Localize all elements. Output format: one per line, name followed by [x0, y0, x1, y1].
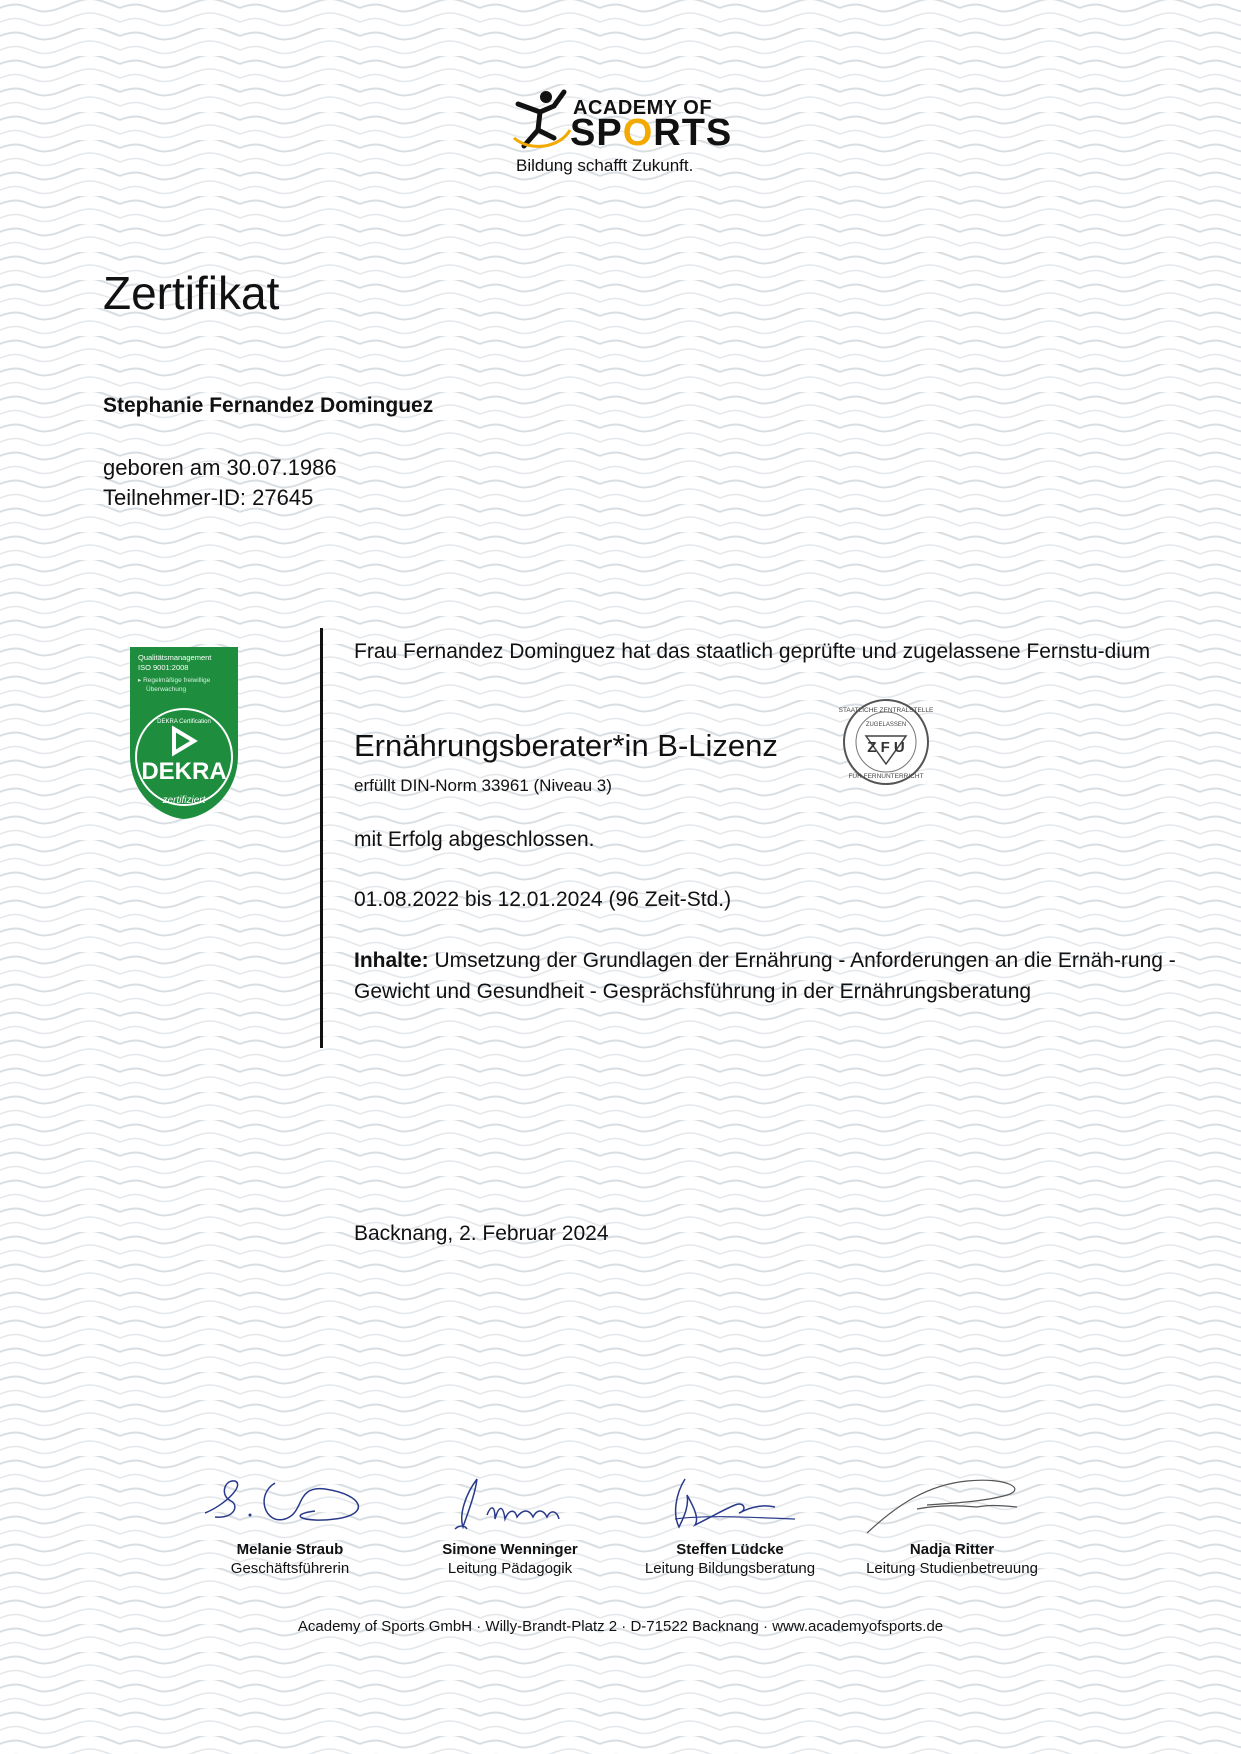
zfu-ring-top: STAATLICHE ZENTRALSTELLE — [838, 707, 934, 714]
signature-block-1 — [190, 1475, 390, 1577]
logo-text-line1: ACADEMY OF — [573, 97, 713, 119]
signature-block-4 — [852, 1475, 1052, 1577]
signatory-name-3: Steffen Lüdcke — [676, 1541, 784, 1558]
signatory-name-1: Melanie Straub — [236, 1541, 344, 1558]
contents-text: Umsetzung der Grundlagen der Ernährung - Anforderungen an die Ernäh-rung - Gewicht und Gesundheit - Gesprächsführung in der Ernährungsberatung — [354, 949, 1176, 1003]
signature-image-1 — [195, 1475, 385, 1535]
logo-tagline: Bildung schafft Zukunft. — [516, 156, 694, 175]
course-period: 01.08.2022 bis 12.01.2024 (96 Zeit-Std.) — [354, 888, 732, 911]
signatory-name-2: Simone Wenninger — [442, 1541, 578, 1558]
academy-of-sports-logo — [510, 86, 736, 182]
logo-text-line2 — [570, 114, 732, 152]
dekra-seal — [128, 645, 240, 820]
zfu-seal — [838, 698, 934, 786]
signature-image-4 — [857, 1475, 1047, 1535]
course-title: Ernährungsberater*in B-Lizenz — [354, 728, 778, 763]
certificate-title: Zertifikat — [103, 267, 280, 319]
dekra-bottom: zertifiziert — [162, 795, 206, 806]
participant-name: Stephanie Fernandez Dominguez — [103, 394, 434, 417]
contents-label: Inhalte: — [354, 949, 429, 972]
logo-text-sp: SP — [570, 112, 623, 154]
participant-id: Teilnehmer-ID: 27645 — [103, 485, 314, 510]
vertical-divider — [320, 628, 323, 1048]
dekra-line2: ISO 9001:2008 — [138, 663, 189, 672]
footer-address: Academy of Sports GmbH · Willy-Brandt-Platz 2 · D-71522 Backnang · www.academyofsports.de — [297, 1618, 944, 1635]
zfu-letters: Z F U — [867, 739, 905, 756]
dekra-brand: DEKRA — [141, 758, 227, 785]
signatory-role-1: Geschäftsführerin — [230, 1560, 350, 1577]
dekra-ring-text: DEKRA Certification — [157, 719, 211, 725]
intro-text: Frau Fernandez Dominguez hat das staatlich geprüfte und zugelassene Fernstu-dium — [354, 640, 1151, 663]
signatory-role-3: Leitung Bildungsberatung — [644, 1560, 816, 1577]
place-and-date: Backnang, 2. Februar 2024 — [354, 1222, 609, 1245]
signatory-role-4: Leitung Studienbetreuung — [866, 1560, 1038, 1577]
signature-image-2 — [415, 1475, 605, 1535]
din-norm: erfüllt DIN-Norm 33961 (Niveau 3) — [354, 776, 612, 795]
zfu-ring-bottom: FÜR FERNUNTERRICHT — [848, 773, 924, 780]
signatory-name-4: Nadja Ritter — [909, 1541, 995, 1558]
completion-text: mit Erfolg abgeschlossen. — [354, 828, 595, 851]
signature-image-3 — [635, 1475, 825, 1535]
zfu-inner: ZUGELASSEN — [865, 722, 907, 728]
dekra-line4: Überwachung — [146, 686, 187, 693]
signature-block-2 — [410, 1475, 610, 1577]
dekra-line3: ▸ Regelmäßige freiwillige — [138, 677, 211, 684]
course-contents — [354, 945, 1189, 1007]
logo-text-o: O — [622, 112, 654, 154]
signatory-role-2: Leitung Pädagogik — [447, 1560, 573, 1577]
logo-text-rts: RTS — [653, 112, 733, 154]
dekra-line1: Qualitätsmanagement — [138, 653, 212, 662]
birth-date: geboren am 30.07.1986 — [103, 455, 337, 480]
signature-block-3 — [630, 1475, 830, 1577]
